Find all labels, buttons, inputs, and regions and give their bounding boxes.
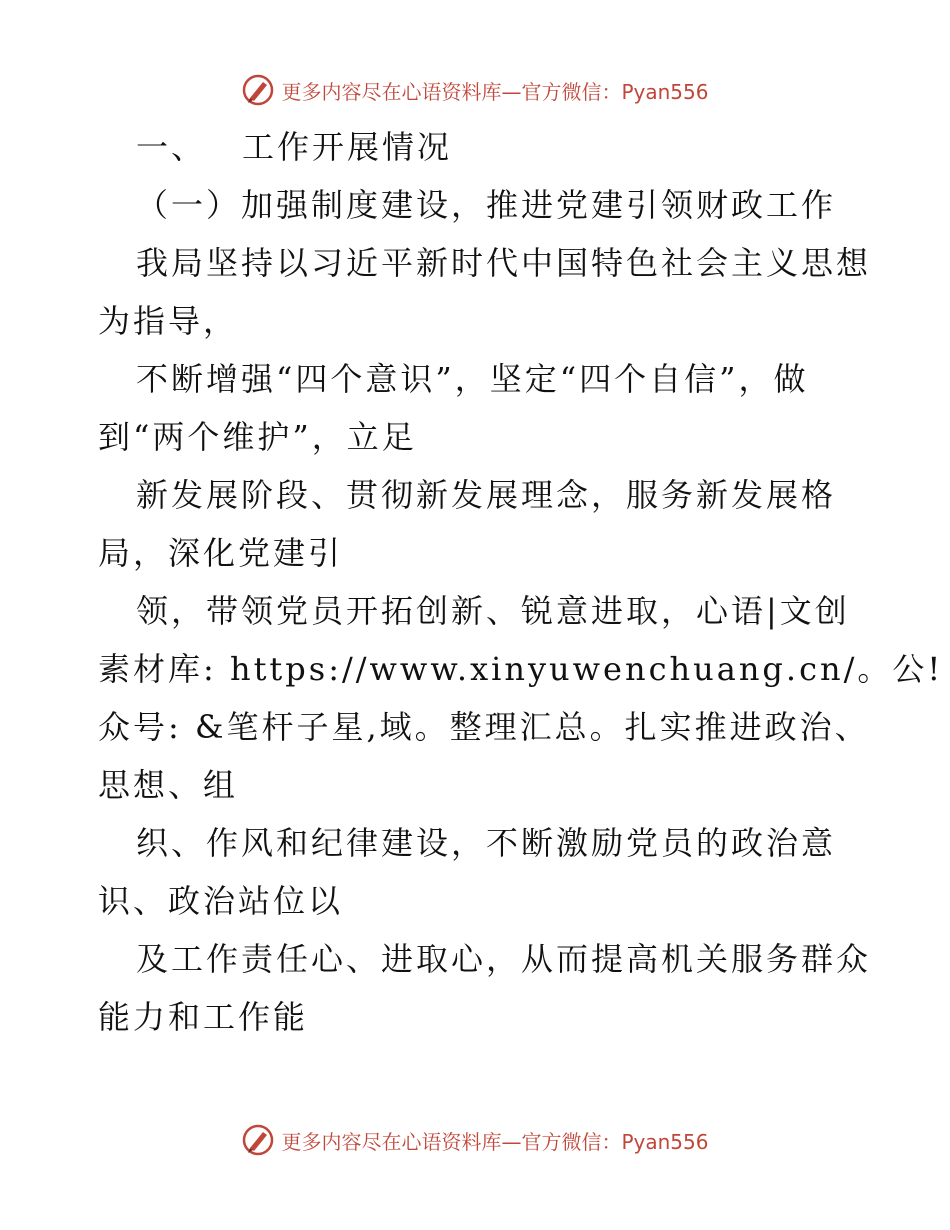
- paragraph-line: 织、作风和纪律建设，不断激励党员的政治意: [136, 824, 837, 862]
- section-number: 一、: [136, 128, 207, 166]
- paragraph-line: 为指导，: [98, 302, 239, 340]
- paragraph-line: 我局坚持以习近平新时代中国特色社会主义思想: [136, 244, 872, 282]
- header-banner: [0, 70, 950, 110]
- document-body: [98, 118, 944, 1046]
- paragraph-line: 不断增强“四个意识”，坚定“四个自信”，做: [136, 360, 809, 398]
- paragraph-line: 新发展阶段、贯彻新发展理念，服务新发展格: [136, 476, 837, 514]
- pen-logo-icon: [241, 73, 275, 107]
- banner-text: 更多内容尽在心语资料库—官方微信：Pyan556: [281, 1129, 709, 1154]
- banner-text: 更多内容尽在心语资料库—官方微信：Pyan556: [281, 79, 709, 104]
- paragraph-line: 领，带领党员开拓创新、锐意进取，心语|文创: [136, 592, 850, 630]
- paragraph-line: 众号: &笔杆子星,域。整理汇总。扎实推进政治、: [98, 708, 870, 746]
- paragraph-line: 识、政治站位以: [98, 882, 344, 920]
- paragraph-line: 局，深化党建引: [98, 534, 344, 572]
- paragraph-line: 能力和工作能: [98, 998, 309, 1036]
- section-heading: [98, 118, 858, 176]
- footer-banner: [0, 1120, 950, 1160]
- paragraph-line: 及工作责任心、进取心，从而提高机关服务群众: [136, 940, 872, 978]
- paragraph-line: （一）加强制度建设，推进党建引领财政工作: [136, 186, 837, 224]
- section-title: 工作开展情况: [242, 128, 453, 166]
- paragraph-line: 素材库: https://www.xinyuwenchuang.cn/。公!: [98, 650, 944, 688]
- pen-logo-icon: [241, 1123, 275, 1157]
- paragraph-line: 思想、组: [98, 766, 239, 804]
- paragraph-line: 到“两个维护”，立足: [98, 418, 417, 456]
